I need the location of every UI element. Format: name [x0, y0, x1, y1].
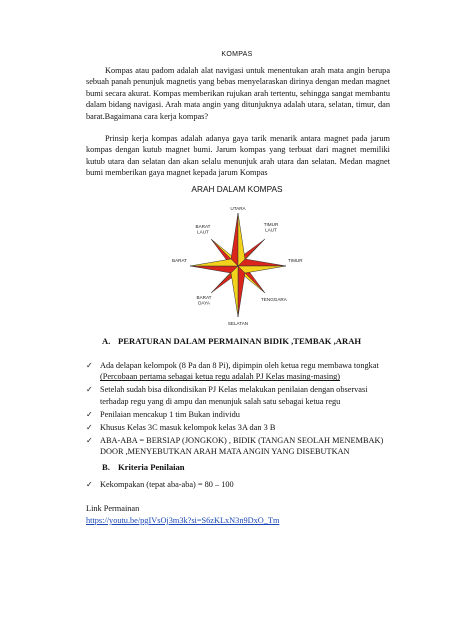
check-icon: ✓ — [86, 422, 93, 432]
paragraph-2 — [86, 133, 390, 179]
list-item-text: ABA-ABA = BERSIAP (JONGKOK) , BIDIK (TANGAN SEOLAH MENEMBAK) DOOR ,MENYEBUTKAN ARAH MATA ANGIN YANG DISEBUTKAN — [100, 435, 384, 457]
label-north: UTARA — [230, 206, 246, 211]
check-icon: ✓ — [86, 361, 93, 370]
arm-south-right — [238, 266, 245, 317]
label-east: TIMUR — [288, 258, 303, 263]
label-northwest-2: LAUT — [197, 229, 209, 235]
list-item-text: Ada delapan kelompok (8 Pa dan 8 Pi), dipimpin oleh ketua regu membawa tongkat — [100, 361, 379, 370]
rules-list — [86, 360, 396, 459]
label-northwest-1: BARAT — [195, 224, 211, 229]
label-southwest-1: BARAT — [196, 295, 212, 300]
arm-east-top — [238, 259, 286, 266]
section-b-heading — [102, 462, 185, 472]
label-west: BARAT — [172, 258, 187, 263]
document-title: KOMPAS — [221, 51, 253, 58]
list-item-text: Kekompakan (tepat aba-aba) = 80 – 100 — [100, 480, 234, 489]
criteria-list — [86, 479, 396, 490]
label-south: SELATAN — [227, 321, 249, 326]
link-label: Link Permainan — [86, 504, 140, 513]
list-item-text: Setelah sudah bisa dikondisikan PJ Kelas melakukan penilaian dengan observasi terhadap regu yang di ampu dan menunjuk salah satu sebagai ketua regu — [100, 385, 368, 406]
arm-south-left — [231, 266, 238, 317]
arm-north-right — [238, 213, 245, 266]
paragraph-2-text: Prinsip kerja kompas adalah adanya gaya tarik menarik antara magnet pada jarum kompas dengan kutub magnet bumi. Jarum kompas yang terbuat dari magnet memiliki kutub utara dan selatan dan akan selalu menunjuk arah utara dan selatan. Medan magnet bumi memberikan gaya magnet kepada jarum Kompas — [86, 134, 390, 178]
list-item — [86, 479, 396, 490]
section-b-number: B. — [102, 462, 110, 472]
section-a-title: PERATURAN DALAM PERMAINAN BIDIK ,TEMBAK ,ARAH — [118, 336, 362, 346]
list-item — [86, 409, 396, 420]
check-icon: ✓ — [86, 435, 93, 445]
list-item-text: Khusus Kelas 3C masuk kelompok kelas 3A dan 3 B — [100, 422, 276, 432]
compass-rose-diagram — [168, 200, 308, 330]
list-item — [86, 360, 396, 383]
section-a-heading — [102, 336, 361, 346]
list-item-text: Penilaian mencakup 1 tim Bukan individu — [100, 409, 240, 419]
arm-north-left — [231, 213, 238, 266]
label-southeast: TENGGARA — [261, 297, 287, 302]
arm-east-bottom — [238, 266, 286, 273]
section-b-title: Kriteria Penilaian — [118, 462, 185, 472]
list-item-underlined-text: (Percobaan pertama sebagai ketua regu adalah PJ Kelas masing-masing) — [100, 372, 341, 382]
arm-west-bottom — [190, 266, 238, 273]
diagram-title: ARAH DALAM KOMPAS — [191, 184, 283, 194]
check-icon: ✓ — [86, 385, 93, 395]
label-northeast-2: LAUT — [265, 227, 277, 233]
check-icon: ✓ — [86, 480, 93, 489]
section-a-number: A. — [102, 336, 111, 346]
game-link[interactable]: https://youtu.be/pgIVsOj3m3k?si=S6zKLxN3n9DxO_Tm — [86, 516, 280, 525]
label-southwest-2: DAYA — [198, 300, 210, 306]
label-northeast-1: TIMUR — [263, 222, 279, 227]
paragraph-1 — [86, 65, 390, 122]
list-item — [86, 435, 396, 458]
compass-rose-svg — [168, 200, 308, 330]
paragraph-1-text: Kompas atau padom adalah alat navigasi untuk menentukan arah mata angin berupa sebuah panah penunjuk magnetis yang bebas menyelaraskan dirinya dengan medan magnet bumi secara akurat. Kompas memberikan rujukan arah tertentu, sehingga sangat membantu dalam bidang navigasi. Arah mata angin yang ditunjuknya adalah utara, selatan, timur, dan barat.Bagaimana cara kerja kompas? — [86, 66, 390, 121]
list-item — [86, 422, 396, 433]
arm-west-top — [190, 259, 238, 266]
list-item — [86, 384, 396, 407]
check-icon: ✓ — [86, 409, 93, 419]
